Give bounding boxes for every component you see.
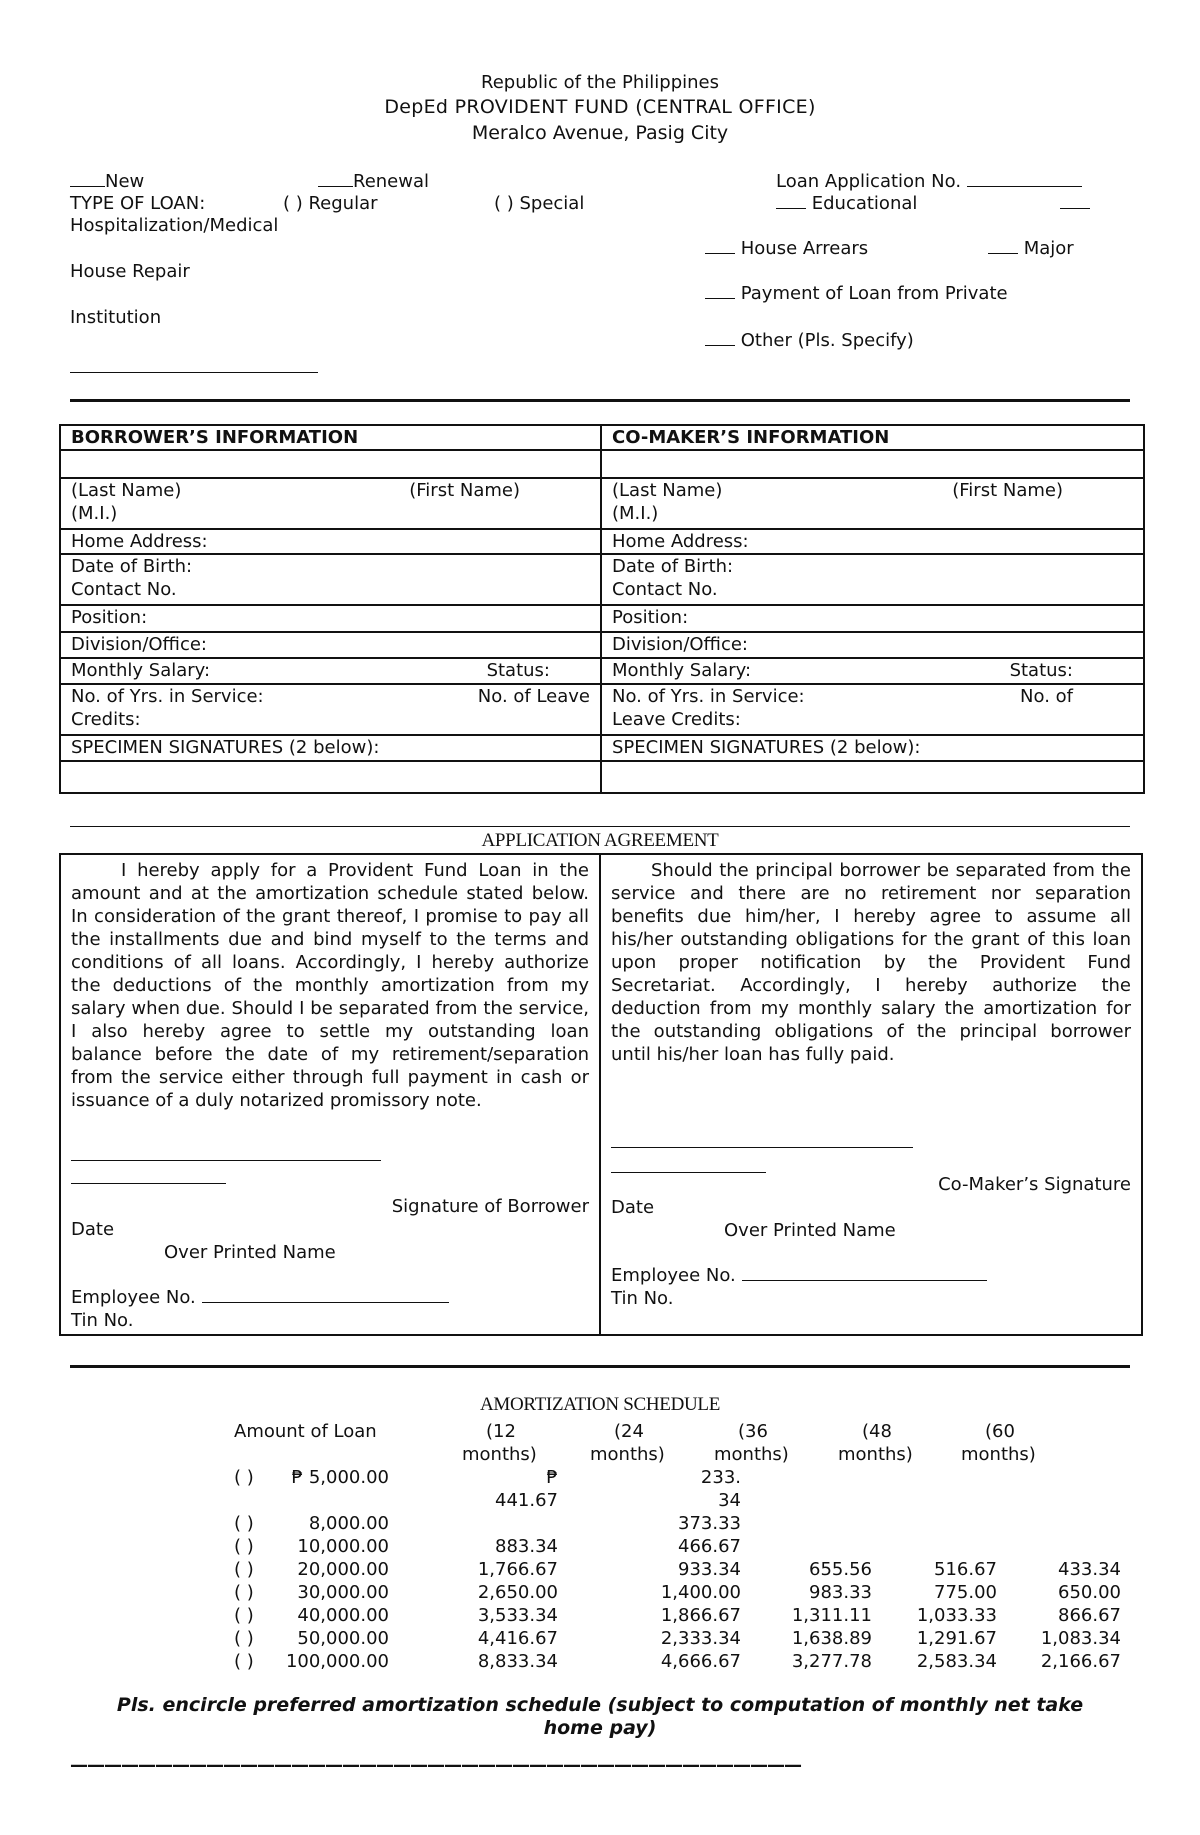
info-table (59, 424, 1145, 794)
amortization-title: AMORTIZATION SCHEDULE (479, 1394, 721, 1415)
borrower-employee-no-label: Employee No. (71, 1287, 196, 1308)
comaker-name-field[interactable] (601, 478, 1144, 529)
amort-value: 1,033.33 (916, 1605, 997, 1626)
comaker-tin-label[interactable]: Tin No. (611, 1288, 674, 1309)
borrower-leave-label: No. of Leave (477, 686, 590, 707)
header-address: Meralco Avenue, Pasig City (471, 122, 729, 144)
cut-line: ——————————————————————————————————————————— (70, 1755, 801, 1776)
borrower-first-name-label: (First Name) (409, 480, 520, 501)
amort-value: 2,333.34 (660, 1628, 741, 1649)
borrower-status-label: Status: (486, 660, 550, 681)
borrower-last-name-label: (Last Name) (71, 480, 182, 501)
comaker-specimen-label: SPECIMEN SIGNATURES (2 below): (601, 735, 1144, 761)
borrower-leave-label-2: Credits: (71, 709, 141, 730)
encircle-note-2: home pay) (543, 1717, 657, 1739)
comaker-signature-line[interactable] (611, 1147, 913, 1148)
amort-value: 775.00 (934, 1582, 997, 1603)
loan-application-no[interactable] (776, 170, 1082, 193)
borrower-salary-label: Monthly Salary: (71, 660, 211, 681)
term-header: months) (714, 1444, 789, 1465)
option-special[interactable]: ( ) Special (494, 193, 585, 214)
comaker-yrs-service-label: No. of Yrs. in Service: (612, 686, 805, 707)
option-regular[interactable]: ( ) Regular (283, 193, 378, 214)
option-new[interactable] (70, 170, 144, 193)
comaker-position[interactable]: Position: (601, 605, 1144, 632)
amort-value: 655.56 (809, 1559, 872, 1580)
divider (70, 826, 1130, 827)
borrower-agreement (61, 855, 601, 1334)
term-header: months) (462, 1444, 537, 1465)
comaker-agreement-text: Should the principal borrower be separated from the service and there are no retirement nor separation benefits due him/her, I hereby agree to assume all his/her outstanding obligations for the grant of this loan upon proper notification by the Provident Fund Secretariat. Accordingly, I hereby authorize the deduction from my monthly salary the amortization for the outstanding obligations of the principal borrower until his/her loan has fully paid. (611, 860, 1131, 1065)
loan-checkbox[interactable]: ( ) (234, 1605, 254, 1626)
loan-amount: 10,000.00 (297, 1536, 389, 1557)
loan-checkbox[interactable]: ( ) (234, 1582, 254, 1603)
option-other[interactable] (705, 329, 914, 352)
loan-amount: ₱ 5,000.00 (291, 1467, 389, 1488)
comaker-home-address[interactable]: Home Address: (601, 529, 1144, 554)
divider (70, 1365, 1130, 1368)
term-header: months) (961, 1444, 1036, 1465)
borrower-name-field[interactable] (60, 478, 601, 529)
header-title: DepEd PROVIDENT FUND (CENTRAL OFFICE) (384, 96, 816, 118)
term-header: months) (838, 1444, 913, 1465)
amort-value: 650.00 (1058, 1582, 1121, 1603)
comaker-title: CO-MAKER’S INFORMATION (601, 425, 1144, 450)
borrower-signature-line[interactable] (71, 1160, 381, 1161)
option-new-label: New (105, 171, 145, 192)
comaker-printed-name-label: Over Printed Name (724, 1220, 896, 1241)
amort-value: 433.34 (1058, 1559, 1121, 1580)
amort-value: 466.67 (678, 1536, 741, 1557)
option-major[interactable] (988, 237, 1074, 260)
loan-checkbox[interactable]: ( ) (234, 1467, 254, 1488)
type-of-loan-label: TYPE OF LOAN: (70, 193, 206, 214)
comaker-signature-label: Co-Maker’s Signature (938, 1174, 1131, 1195)
borrower-employee-no[interactable] (71, 1286, 449, 1309)
amort-value: 4,666.67 (660, 1651, 741, 1672)
amort-value: 373.33 (678, 1513, 741, 1534)
amort-value: 4,416.67 (477, 1628, 558, 1649)
option-renewal-label: Renewal (353, 171, 430, 192)
amort-value: 34 (718, 1490, 741, 1511)
loan-amount: 30,000.00 (297, 1582, 389, 1603)
loan-amount: 50,000.00 (297, 1628, 389, 1649)
comaker-last-name-label: (Last Name) (612, 480, 723, 501)
amort-value: 3,277.78 (791, 1651, 872, 1672)
borrower-printed-name-label: Over Printed Name (164, 1242, 336, 1263)
borrower-date-line[interactable] (71, 1183, 226, 1184)
comaker-agreement (601, 855, 1141, 1334)
loan-amount: 40,000.00 (297, 1605, 389, 1626)
loan-amount: 100,000.00 (285, 1651, 389, 1672)
option-educational[interactable] (776, 192, 917, 215)
option-renewal[interactable] (318, 170, 429, 193)
divider (70, 399, 1130, 402)
borrower-agreement-text: I hereby apply for a Provident Fund Loan in the amount and at the amortization schedule stated below. In consideration of the grant thereof, I promise to pay all the installments due and bind myself to the terms and conditions of all loans. Accordingly, I hereby authorize the deductions of the monthly amortization from my salary when due. Should I be separated from the service, I also hereby agree to settle my outstanding loan balance before the date of my retirement/separation from the service either through full payment in cash or issuance of a duly notarized promissory note. (71, 860, 589, 1111)
amount-header: Amount of Loan (234, 1421, 377, 1442)
amort-value: 933.34 (678, 1559, 741, 1580)
option-house-arrears-label: House Arrears (740, 238, 869, 259)
term-header: months) (590, 1444, 665, 1465)
borrower-position[interactable]: Position: (60, 605, 601, 632)
borrower-specimen-label: SPECIMEN SIGNATURES (2 below): (60, 735, 601, 761)
borrower-contact-label: Contact No. (71, 579, 177, 600)
borrower-yrs-service-label: No. of Yrs. in Service: (71, 686, 264, 707)
comaker-leave-label: No. of (1020, 686, 1073, 707)
comaker-employee-no-label: Employee No. (611, 1265, 736, 1286)
amort-value: 866.67 (1058, 1605, 1121, 1626)
encircle-note-1: Pls. encircle preferred amortization schedule (subject to computation of monthly net take (116, 1694, 1084, 1716)
option-house-arrears[interactable] (705, 237, 868, 260)
amort-value: 1,766.67 (477, 1559, 558, 1580)
comaker-contact-label: Contact No. (612, 579, 718, 600)
borrower-blank-field[interactable] (60, 450, 601, 478)
term-header: (36 (738, 1421, 768, 1442)
amort-value: 1,311.11 (791, 1605, 872, 1626)
option-hospitalization-blank[interactable] (1060, 192, 1090, 215)
amort-value: 1,866.67 (660, 1605, 741, 1626)
comaker-first-name-label: (First Name) (952, 480, 1063, 501)
option-payment-private[interactable] (705, 282, 1008, 305)
amort-value: 233. (700, 1467, 741, 1488)
comaker-leave-label-2: Leave Credits: (612, 709, 741, 730)
amort-value: 2,583.34 (916, 1651, 997, 1672)
loan-checkbox[interactable]: ( ) (234, 1559, 254, 1580)
comaker-salary-status[interactable] (601, 658, 1144, 684)
other-specify-line[interactable] (70, 372, 318, 373)
borrower-salary-status[interactable] (60, 658, 601, 684)
option-other-label: Other (Pls. Specify) (740, 330, 914, 351)
option-major-label: Major (1023, 238, 1074, 259)
comaker-service-leave[interactable] (601, 684, 1144, 735)
comaker-salary-label: Monthly Salary: (612, 660, 752, 681)
application-agreement (59, 853, 1143, 1336)
option-payment-private-label: Payment of Loan from Private (740, 283, 1008, 304)
amort-value: 1,400.00 (660, 1582, 741, 1603)
header-republic: Republic of the Philippines (481, 72, 719, 93)
amort-value: 8,833.34 (477, 1651, 558, 1672)
amort-value: 2,166.67 (1040, 1651, 1121, 1672)
term-header: (48 (862, 1421, 892, 1442)
borrower-dob-label: Date of Birth: (71, 556, 193, 577)
comaker-division[interactable]: Division/Office: (601, 632, 1144, 658)
comaker-dob-contact[interactable] (601, 554, 1144, 605)
loan-amount: 20,000.00 (297, 1559, 389, 1580)
term-header: (24 (614, 1421, 644, 1442)
comaker-mi-label: (M.I.) (612, 503, 659, 524)
borrower-mi-label: (M.I.) (71, 503, 118, 524)
comaker-date-label: Date (611, 1197, 655, 1218)
borrower-signature-label: Signature of Borrower (391, 1196, 589, 1217)
comaker-blank-field[interactable] (601, 450, 1144, 478)
option-institution-label: Institution (70, 307, 162, 328)
borrower-home-address[interactable]: Home Address: (60, 529, 601, 554)
loan-checkbox[interactable]: ( ) (234, 1513, 254, 1534)
amort-value: 983.33 (809, 1582, 872, 1603)
comaker-specimen-field[interactable] (601, 761, 1144, 793)
amort-value: 883.34 (495, 1536, 558, 1557)
amort-value: 1,083.34 (1040, 1628, 1121, 1649)
amort-value: 1,291.67 (916, 1628, 997, 1649)
option-hospitalization-label: Hospitalization/Medical (70, 215, 279, 236)
loan-application-no-label: Loan Application No. (776, 171, 962, 192)
amort-value: 516.67 (934, 1559, 997, 1580)
borrower-dob-contact[interactable] (60, 554, 601, 605)
agreement-title: APPLICATION AGREEMENT (481, 830, 719, 851)
term-header: (60 (985, 1421, 1015, 1442)
borrower-title: BORROWER’S INFORMATION (60, 425, 601, 450)
term-header: (12 (486, 1421, 516, 1442)
borrower-date-label: Date (71, 1219, 115, 1240)
borrower-division[interactable]: Division/Office: (60, 632, 601, 658)
comaker-status-label: Status: (1009, 660, 1073, 681)
option-house-repair-label: House Repair (70, 261, 190, 282)
amort-value: ₱ (546, 1467, 558, 1488)
amort-value: 1,638.89 (791, 1628, 872, 1649)
loan-amount: 8,000.00 (308, 1513, 389, 1534)
option-educational-label: Educational (811, 193, 918, 214)
amort-value: 2,650.00 (477, 1582, 558, 1603)
loan-checkbox[interactable]: ( ) (234, 1536, 254, 1557)
loan-checkbox[interactable]: ( ) (234, 1651, 254, 1672)
amort-value: 3,533.34 (477, 1605, 558, 1626)
comaker-employee-no[interactable] (611, 1264, 987, 1287)
borrower-specimen-field[interactable] (60, 761, 601, 793)
amort-value: 441.67 (495, 1490, 558, 1511)
comaker-date-line[interactable] (611, 1172, 766, 1173)
borrower-service-leave[interactable] (60, 684, 601, 735)
loan-checkbox[interactable]: ( ) (234, 1628, 254, 1649)
borrower-tin-label[interactable]: Tin No. (71, 1310, 134, 1331)
comaker-dob-label: Date of Birth: (612, 556, 734, 577)
